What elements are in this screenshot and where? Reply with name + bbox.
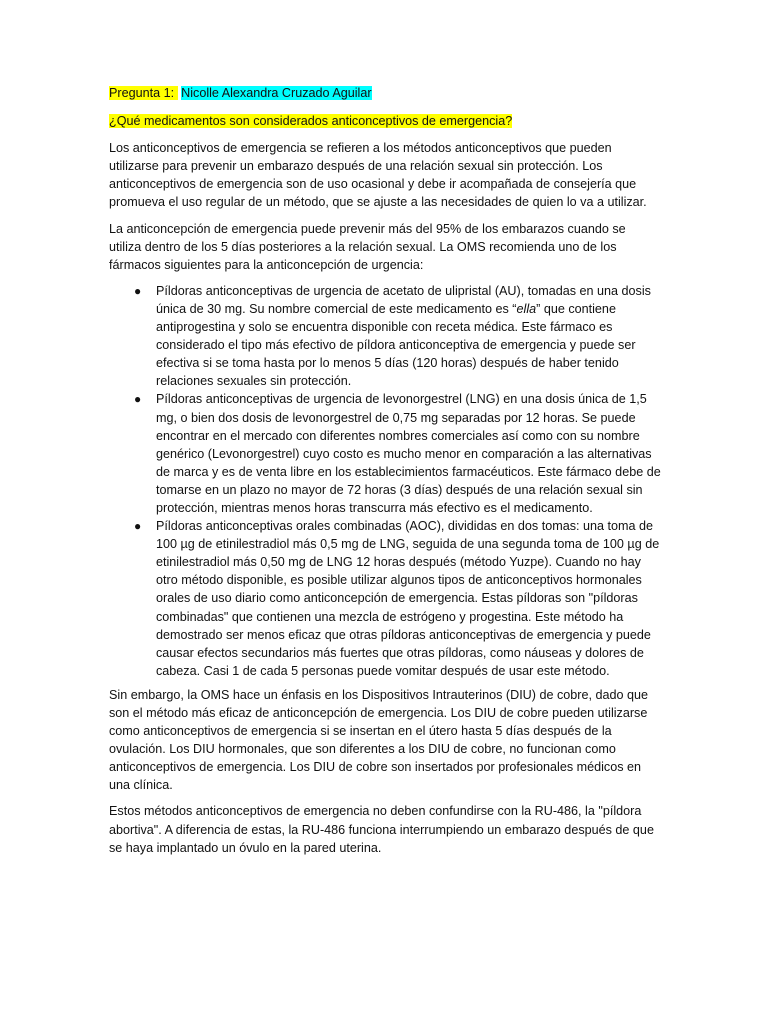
bullet-icon: ●: [134, 519, 142, 534]
list-item-text: Píldoras anticonceptivas de urgencia de levonorgestrel (LNG) en una dosis única de 1,5 mg, o bien dos dosis de levonorgestrel de 0,75 mg separadas por 12 horas. Se puede encontrar en el mercado con diferentes nombres comerciales así como con su nombre genérico (Levonorgestrel) cuyo costo es mucho menor en comparación a las alternativas de marca y es de venta libre en los establecimientos farmacéuticos. Este fármaco debe de tomarse en un plazo no mayor de 72 horas (3 días) después de una relación sexual sin protección, mientras menos horas transcurra más efectivo es el medicamento.: [156, 392, 661, 515]
pill-options-list: [109, 282, 661, 680]
list-item-text-part: Píldoras anticonceptivas de urgencia de acetato de ulipristal (AU), tomadas en una dosis única de 30 mg. Su nombre comercial de este medicamento es “: [156, 283, 651, 316]
title-spacer: [174, 86, 178, 100]
document-page: [109, 84, 661, 865]
paragraph-who-recommendation: La anticoncepción de emergencia puede prevenir más del 95% de los embarazos cuando se utiliza dentro de los 5 días posteriores a la relación sexual. La OMS recomienda uno de los fármacos siguientes para la anticoncepción de urgencia:: [109, 221, 626, 272]
list-item-text-part: ” que contiene antiprogestina y solo se encuentra disponible con receta médica. Este fármaco es considerado el tipo más efectivo de píldora anticonceptiva de emergencia y puede ser efectiva si se toma hasta por lo menos 5 días (120 horas) después de haber tenido relaciones sexuales sin protección.: [156, 301, 636, 389]
brand-name-ella: ella: [516, 301, 537, 316]
list-item-combined-pills: [109, 517, 661, 680]
author-name: Nicolle Alexandra Cruzado Aguilar: [181, 86, 372, 100]
list-item-text: Píldoras anticonceptivas orales combinadas (AOC), divididas en dos tomas: una toma de 100 µg de etinilestradiol más 0,5 mg de LNG, seguida de una segunda toma de 100 µg de etinilestradiol más 0,50 mg de LNG 12 horas después (método Yuzpe). Cuando no hay otro método disponible, es posible utilizar algunos tipos de anticonceptivos hormonales orales de uso diario como anticoncepción de emergencia. Estas píldoras son "píldoras combinadas" que contienen una mezcla de estrógeno y progestina. Este método ha demostrado ser menos eficaz que otras píldoras anticonceptivas de emergencia y puede causar efectos secundarios más fuertes que otras píldoras, como náuseas y dolores de cabeza. Casi 1 de cada 5 personas puede vomitar después de usar este método.: [156, 519, 660, 678]
title-line: [109, 84, 661, 102]
list-item-levonorgestrel: [109, 390, 661, 517]
question-text: ¿Qué medicamentos son considerados anticonceptivos de emergencia?: [109, 114, 513, 129]
question-line: [109, 112, 661, 130]
paragraph-ru486: Estos métodos anticonceptivos de emergencia no deben confundirse con la RU-486, la "píldora abortiva". A diferencia de estas, la RU-486 funciona interrumpiendo un embarazo después de que se haya implantado un óvulo en la pared uterina.: [109, 804, 654, 855]
bullet-icon: ●: [134, 283, 142, 298]
paragraph-intro: Los anticonceptivos de emergencia se refieren a los métodos anticonceptivos que pueden utilizarse para prevenir un embarazo después de una relación sexual sin protección. Los anticonceptivos de emergencia son de uso ocasional y debe ir acompañada de consejería que promueva el uso regular de un método, que se ajuste a las necesidades de quien lo va a utilizar.: [109, 141, 647, 210]
list-item-ulipristal: [109, 282, 661, 391]
bullet-icon: ●: [134, 392, 142, 407]
paragraph-copper-iud: Sin embargo, la OMS hace un énfasis en los Dispositivos Intrauterinos (DIU) de cobre, dado que son el método más eficaz de anticoncepción de emergencia. Los DIU de cobre pueden utilizarse como anticonceptivos de emergencia si se insertan en el útero hasta 5 días después de la ovulación. Los DIU hormonales, que son diferentes a los DIU de cobre, no funcionan como anticonceptivos de emergencia. Los DIU de cobre son insertados por profesionales médicos en una clínica.: [109, 687, 649, 793]
question-number-label: Pregunta 1:: [109, 86, 175, 100]
